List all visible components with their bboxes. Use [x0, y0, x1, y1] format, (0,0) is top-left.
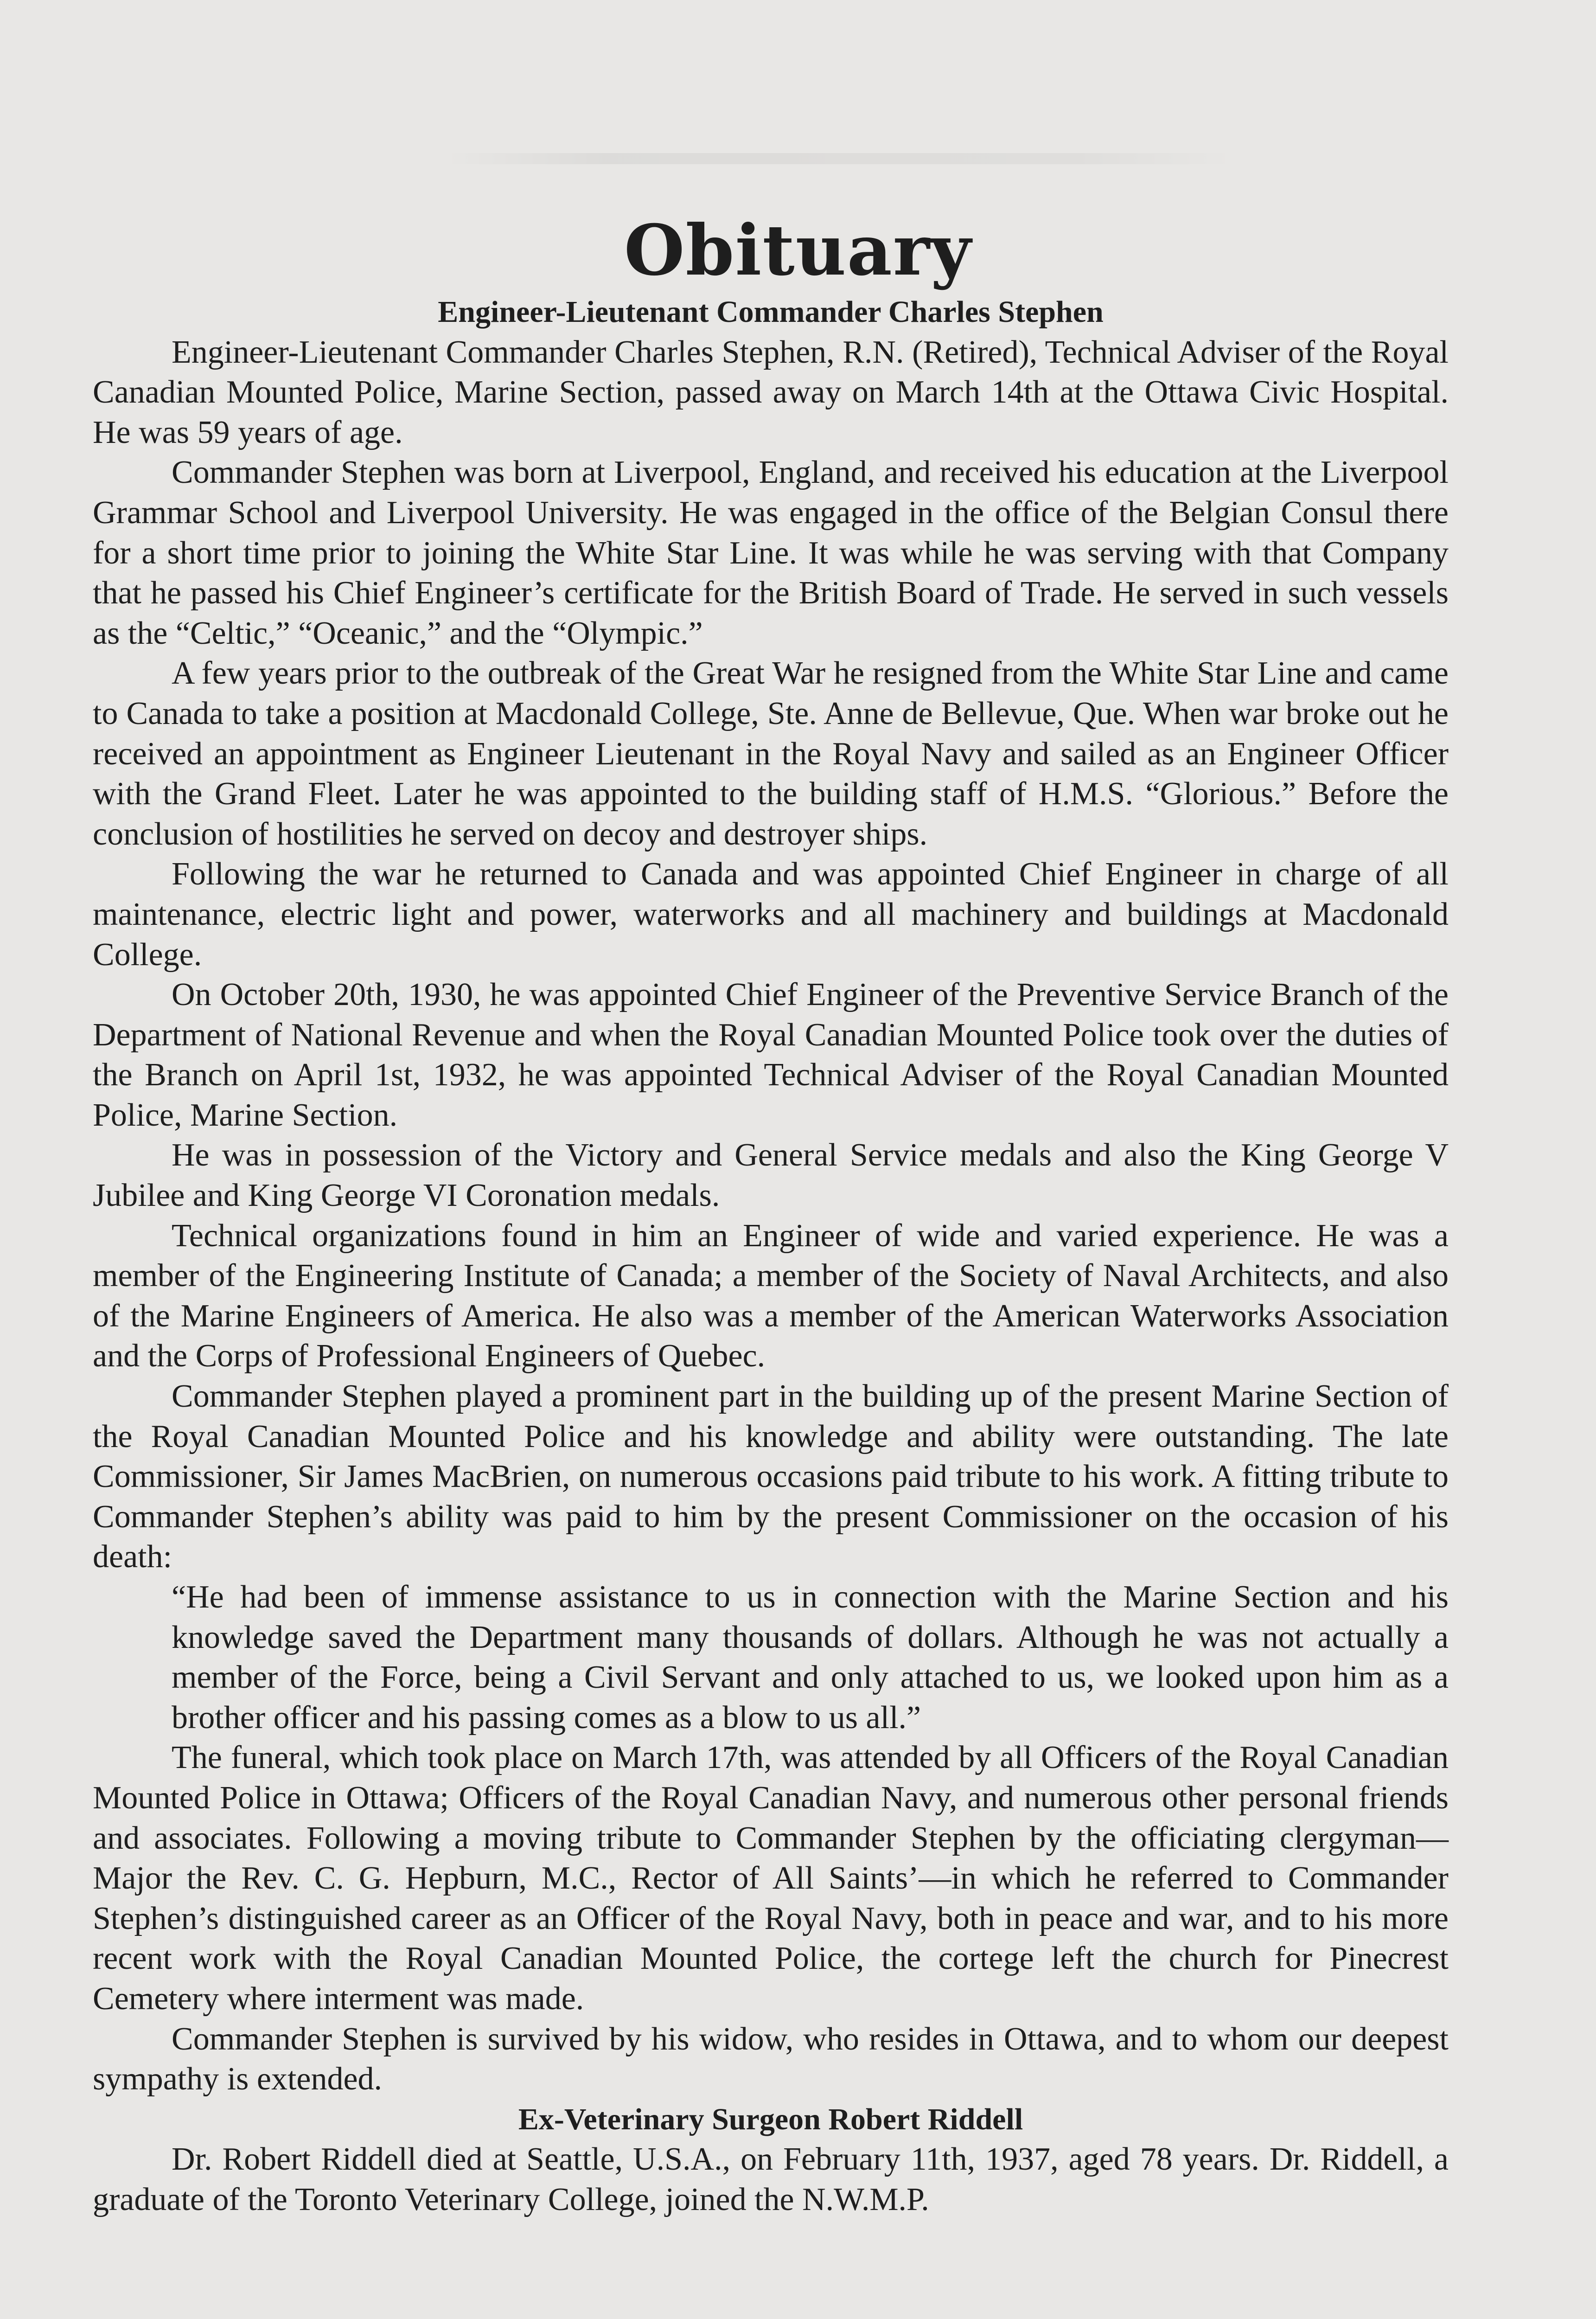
obituary-text [93, 292, 1449, 2220]
page-title: Obituary [624, 210, 972, 291]
paragraph: Following the war he returned to Canada and was appointed Chief Engineer in charge of all maintenance, electric light and power, waterworks and all machinery and buildings at Macdonald College. [93, 856, 1449, 973]
section-heading-riddell: Ex-Veterinary Surgeon Robert Riddell [518, 2102, 1023, 2136]
commissioner-quote: “He had been of immense assistance to us in connection with the Marine Section and his knowledge saved the Department many thousands of dollars. Although he was not actually a member of the Force, being a Civil Servant and only attached to us, we looked upon him as a brother officer and his passing comes as a blow to us all.” [172, 1579, 1449, 1736]
section-heading-stephen: Engineer-Lieutenant Commander Charles Stephen [438, 295, 1104, 329]
paragraph: Technical organizations found in him an Engineer of wide and varied experience. He was a member of the Engineering Institute of Canada; a member of the Society of Naval Architects, and also of the Marine Engineers of America. He also was a member of the American Waterworks Association and the Corps of Professional Engineers of Quebec. [93, 1217, 1449, 1374]
faint-bleed-through [445, 153, 1233, 164]
paragraph: Engineer-Lieutenant Commander Charles Stephen, R.N. (Retired), Technical Adviser of the Royal Canadian Mounted Police, Marine Section, passed away on March 14th at the Ottawa Civic Hospital. He was 59 years of age. [93, 334, 1449, 450]
paragraph: A few years prior to the outbreak of the Great War he resigned from the White Star Line and came to Canada to take a position at Macdonald College, Ste. Anne de Bellevue, Que. When war broke out he received an appointment as Engineer Lieutenant in the Royal Navy and sailed as an Engineer Officer with the Grand Fleet. Later he was appointed to the building staff of H.M.S. “Glorious.” Before the conclusion of hostilities he served on decoy and destroyer ships. [93, 655, 1449, 852]
paragraph: Commander Stephen is survived by his widow, who resides in Ottawa, and to whom our deepest sympathy is extended. [93, 2021, 1449, 2097]
paragraph: The funeral, which took place on March 17th, was attended by all Officers of the Royal Canadian Mounted Police in Ottawa; Officers of the Royal Canadian Navy, and numerous other personal friends and associates. Following a moving tribute to Commander Stephen by the officiating clergyman—Major the Rev. C. G. Hepburn, M.C., Rector of All Saints’—in which he referred to Commander Stephen’s distinguished career as an Officer of the Royal Navy, both in peace and war, and to his more recent work with the Royal Canadian Mounted Police, the cortege left the church for Pinecrest Cemetery where interment was made. [93, 1740, 1449, 2017]
paragraph: Commander Stephen was born at Liverpool, England, and received his education at the Liverpool Grammar School and Liverpool University. He was engaged in the office of the Belgian Consul there for a short time prior to joining the White Star Line. It was while he was serving with that Company that he passed his Chief Engineer’s certificate for the British Board of Trade. He served in such vessels as the “Celtic,” “Oceanic,” and the “Olympic.” [93, 455, 1449, 651]
paragraph: Dr. Robert Riddell died at Seattle, U.S.A., on February 11th, 1937, aged 78 years. Dr. Riddell, a graduate of the Toronto Veterinary College, joined the N.W.M.P. [93, 2141, 1449, 2217]
paragraph: He was in possession of the Victory and General Service medals and also the King George V Jubilee and King George VI Coronation medals. [93, 1137, 1449, 1214]
paragraph: Commander Stephen played a prominent part in the building up of the present Marine Section of the Royal Canadian Mounted Police and his knowledge and ability were outstanding. The late Commissioner, Sir James MacBrien, on numerous occasions paid tribute to his work. A fitting tribute to Commander Stephen’s ability was paid to him by the present Commissioner on the occasion of his death: [93, 1378, 1449, 1575]
paragraph: On October 20th, 1930, he was appointed Chief Engineer of the Preventive Service Branch of the Department of National Revenue and when the Royal Canadian Mounted Police took over the duties of the Branch on April 1st, 1932, he was appointed Technical Adviser of the Royal Canadian Mounted Police, Marine Section. [93, 977, 1449, 1133]
